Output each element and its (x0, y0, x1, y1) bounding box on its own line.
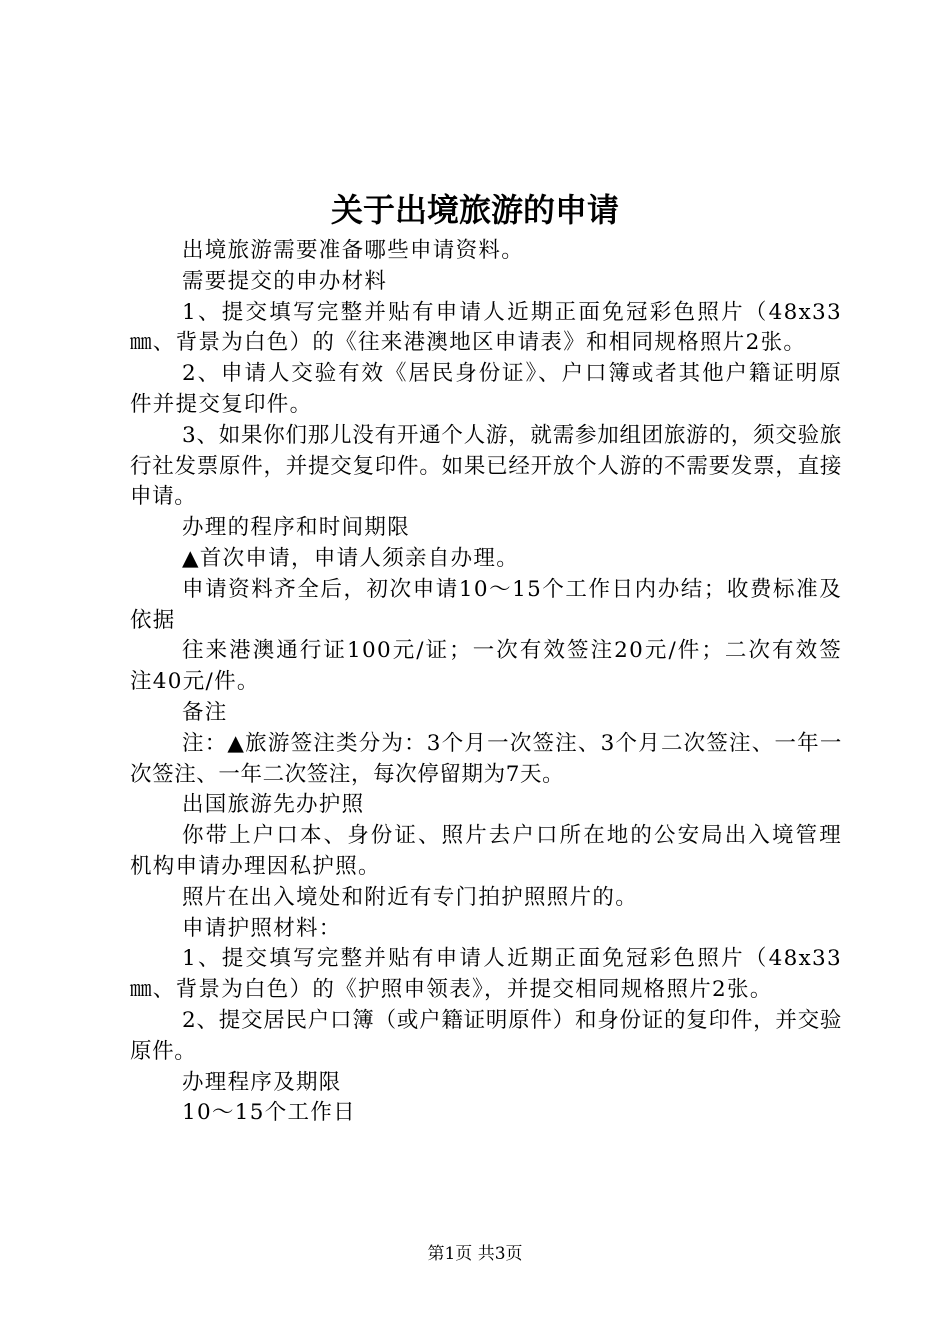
paragraph: 办理程序及期限 (182, 1069, 342, 1095)
paragraph: 出境旅游需要准备哪些申请资料。 (182, 238, 525, 263)
paragraph: 注：▲旅游签注类分为：3个月一次签注、3个月二次签注、一年一次签注、一年二次签注，每次停留期为7天。 (130, 730, 842, 787)
paragraph: 备注 (182, 699, 228, 725)
paragraph: 申请资料齐全后，初次申请10～15个工作日内办结；收费标准及依据 (130, 576, 842, 633)
paragraph: 1、提交填写完整并贴有申请人近期正面免冠彩色照片（48x33㎜、背景为白色）的《往来港澳地区申请表》和相同规格照片2张。 (130, 299, 842, 356)
document-body (130, 236, 842, 1129)
paragraph: 1、提交填写完整并贴有申请人近期正面免冠彩色照片（48x33㎜、背景为白色）的《护照申领表》，并提交相同规格照片2张。 (130, 946, 842, 1003)
paragraph: 出国旅游先办护照 (182, 792, 365, 818)
page-footer: 第1页 共3页 (427, 1244, 523, 1264)
paragraph: 2、提交居民户口簿（或户籍证明原件）和身份证的复印件，并交验原件。 (130, 1007, 842, 1064)
paragraph: 3、如果你们那儿没有开通个人游，就需参加组团旅游的，须交验旅行社发票原件，并提交复印件。如果已经开放个人游的不需要发票，直接申请。 (130, 422, 842, 510)
paragraph: 往来港澳通行证100元/证；一次有效签注20元/件；二次有效签注40元/件。 (130, 638, 842, 695)
paragraph: 你带上户口本、身份证、照片去户口所在地的公安局出入境管理机构申请办理因私护照。 (130, 823, 842, 879)
paragraph: ▲首次申请，申请人须亲自办理。 (182, 545, 520, 571)
paragraph: 照片在出入境处和附近有专门拍护照照片的。 (182, 884, 639, 910)
paragraph: 办理的程序和时间期限 (182, 515, 411, 541)
paragraph: 2、申请人交验有效《居民身份证》、户口簿或者其他户籍证明原件并提交复印件。 (130, 361, 842, 417)
paragraph: 申请护照材料： (182, 915, 342, 941)
paragraph: 需要提交的申办材料 (182, 268, 388, 294)
document-title: 关于出境旅游的申请 (330, 191, 619, 229)
paragraph: 10～15个工作日 (182, 1100, 356, 1126)
